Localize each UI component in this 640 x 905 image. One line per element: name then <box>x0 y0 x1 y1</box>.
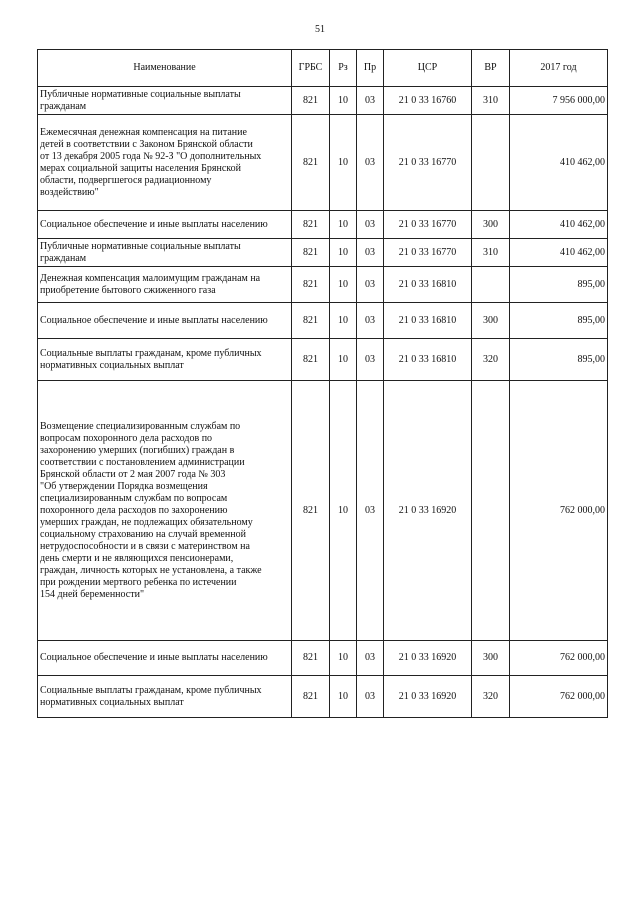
row-csr: 21 0 33 16770 <box>384 115 472 211</box>
row-vr: 320 <box>472 339 510 381</box>
page-number: 51 <box>315 24 325 35</box>
row-csr: 21 0 33 16810 <box>384 303 472 339</box>
table-row <box>38 87 608 115</box>
header-pr: Пр <box>357 50 384 87</box>
row-csr: 21 0 33 16810 <box>384 267 472 303</box>
row-vr: 310 <box>472 239 510 267</box>
row-pr: 03 <box>357 211 384 239</box>
row-csr: 21 0 33 16770 <box>384 211 472 239</box>
header-vr: ВР <box>472 50 510 87</box>
row-name: Публичные нормативные социальные выплаты гражданам <box>38 87 292 115</box>
row-grbs: 821 <box>292 239 330 267</box>
row-rz: 10 <box>330 339 357 381</box>
row-rz: 10 <box>330 115 357 211</box>
row-name: Возмещение специализированным службам по вопросам похоронного дела расходов по захоронению умерших (погибших) граждан в соответствии с постановлением администрации Брянской области от 2 мая 2007 года № 303 "Об утверждении Порядка возмещения специализированным службам по вопросам похоронного дела расходов по захоронению умерших граждан, не подлежащих обязательному социальному страхованию на случай временной нетрудоспособности и в связи с материнством на день смерти и не являющихся пенсионерами, граждан, личность которых не установлена, а также при рождении мертвого ребенка по истечении 154 дней беременности" <box>38 381 292 641</box>
row-vr: 310 <box>472 87 510 115</box>
row-vr: 300 <box>472 211 510 239</box>
row-pr: 03 <box>357 641 384 676</box>
row-grbs: 821 <box>292 676 330 718</box>
row-name: Денежная компенсация малоимущим гражданам на приобретение бытового сжиженного газа <box>38 267 292 303</box>
row-sum: 410 462,00 <box>510 115 608 211</box>
table-row <box>38 676 608 718</box>
table-row <box>38 303 608 339</box>
row-csr: 21 0 33 16760 <box>384 87 472 115</box>
row-csr: 21 0 33 16770 <box>384 239 472 267</box>
row-name: Публичные нормативные социальные выплаты гражданам <box>38 239 292 267</box>
row-pr: 03 <box>357 676 384 718</box>
row-grbs: 821 <box>292 641 330 676</box>
row-pr: 03 <box>357 115 384 211</box>
table-row <box>38 211 608 239</box>
table-row <box>38 267 608 303</box>
row-rz: 10 <box>330 676 357 718</box>
row-rz: 10 <box>330 381 357 641</box>
row-sum: 895,00 <box>510 303 608 339</box>
row-grbs: 821 <box>292 267 330 303</box>
row-grbs: 821 <box>292 115 330 211</box>
row-sum: 895,00 <box>510 267 608 303</box>
row-grbs: 821 <box>292 211 330 239</box>
row-pr: 03 <box>357 381 384 641</box>
row-name: Ежемесячная денежная компенсация на питание детей в соответствии с Законом Брянской области от 13 декабря 2005 года № 92-З "О дополнительных мерах социальной защиты населения Брянской области, подвергшегося радиационному воздействию" <box>38 115 292 211</box>
table-row <box>38 239 608 267</box>
row-vr <box>472 381 510 641</box>
header-year: 2017 год <box>510 50 608 87</box>
row-sum: 7 956 000,00 <box>510 87 608 115</box>
header-name: Наименование <box>38 50 292 87</box>
table-row <box>38 641 608 676</box>
row-rz: 10 <box>330 641 357 676</box>
table-row <box>38 115 608 211</box>
row-grbs: 821 <box>292 381 330 641</box>
row-vr <box>472 267 510 303</box>
table-row <box>38 381 608 641</box>
row-vr: 300 <box>472 641 510 676</box>
header-row <box>38 50 608 87</box>
row-name: Социальное обеспечение и иные выплаты населению <box>38 641 292 676</box>
row-rz: 10 <box>330 239 357 267</box>
row-sum: 762 000,00 <box>510 676 608 718</box>
row-grbs: 821 <box>292 303 330 339</box>
row-pr: 03 <box>357 267 384 303</box>
row-rz: 10 <box>330 267 357 303</box>
row-pr: 03 <box>357 339 384 381</box>
row-csr: 21 0 33 16920 <box>384 676 472 718</box>
row-pr: 03 <box>357 239 384 267</box>
table-row <box>38 339 608 381</box>
row-pr: 03 <box>357 303 384 339</box>
header-grbs: ГРБС <box>292 50 330 87</box>
row-rz: 10 <box>330 211 357 239</box>
row-sum: 762 000,00 <box>510 381 608 641</box>
row-grbs: 821 <box>292 339 330 381</box>
row-csr: 21 0 33 16920 <box>384 381 472 641</box>
row-sum: 762 000,00 <box>510 641 608 676</box>
row-name: Социальное обеспечение и иные выплаты населению <box>38 211 292 239</box>
row-sum: 895,00 <box>510 339 608 381</box>
row-grbs: 821 <box>292 87 330 115</box>
row-vr: 300 <box>472 303 510 339</box>
header-csr: ЦСР <box>384 50 472 87</box>
row-name: Социальное обеспечение и иные выплаты населению <box>38 303 292 339</box>
header-rz: Рз <box>330 50 357 87</box>
row-vr <box>472 115 510 211</box>
budget-table <box>37 49 608 718</box>
row-vr: 320 <box>472 676 510 718</box>
row-name: Социальные выплаты гражданам, кроме публичных нормативных социальных выплат <box>38 676 292 718</box>
row-csr: 21 0 33 16810 <box>384 339 472 381</box>
row-sum: 410 462,00 <box>510 211 608 239</box>
row-sum: 410 462,00 <box>510 239 608 267</box>
row-rz: 10 <box>330 87 357 115</box>
row-csr: 21 0 33 16920 <box>384 641 472 676</box>
row-name: Социальные выплаты гражданам, кроме публичных нормативных социальных выплат <box>38 339 292 381</box>
row-pr: 03 <box>357 87 384 115</box>
row-rz: 10 <box>330 303 357 339</box>
